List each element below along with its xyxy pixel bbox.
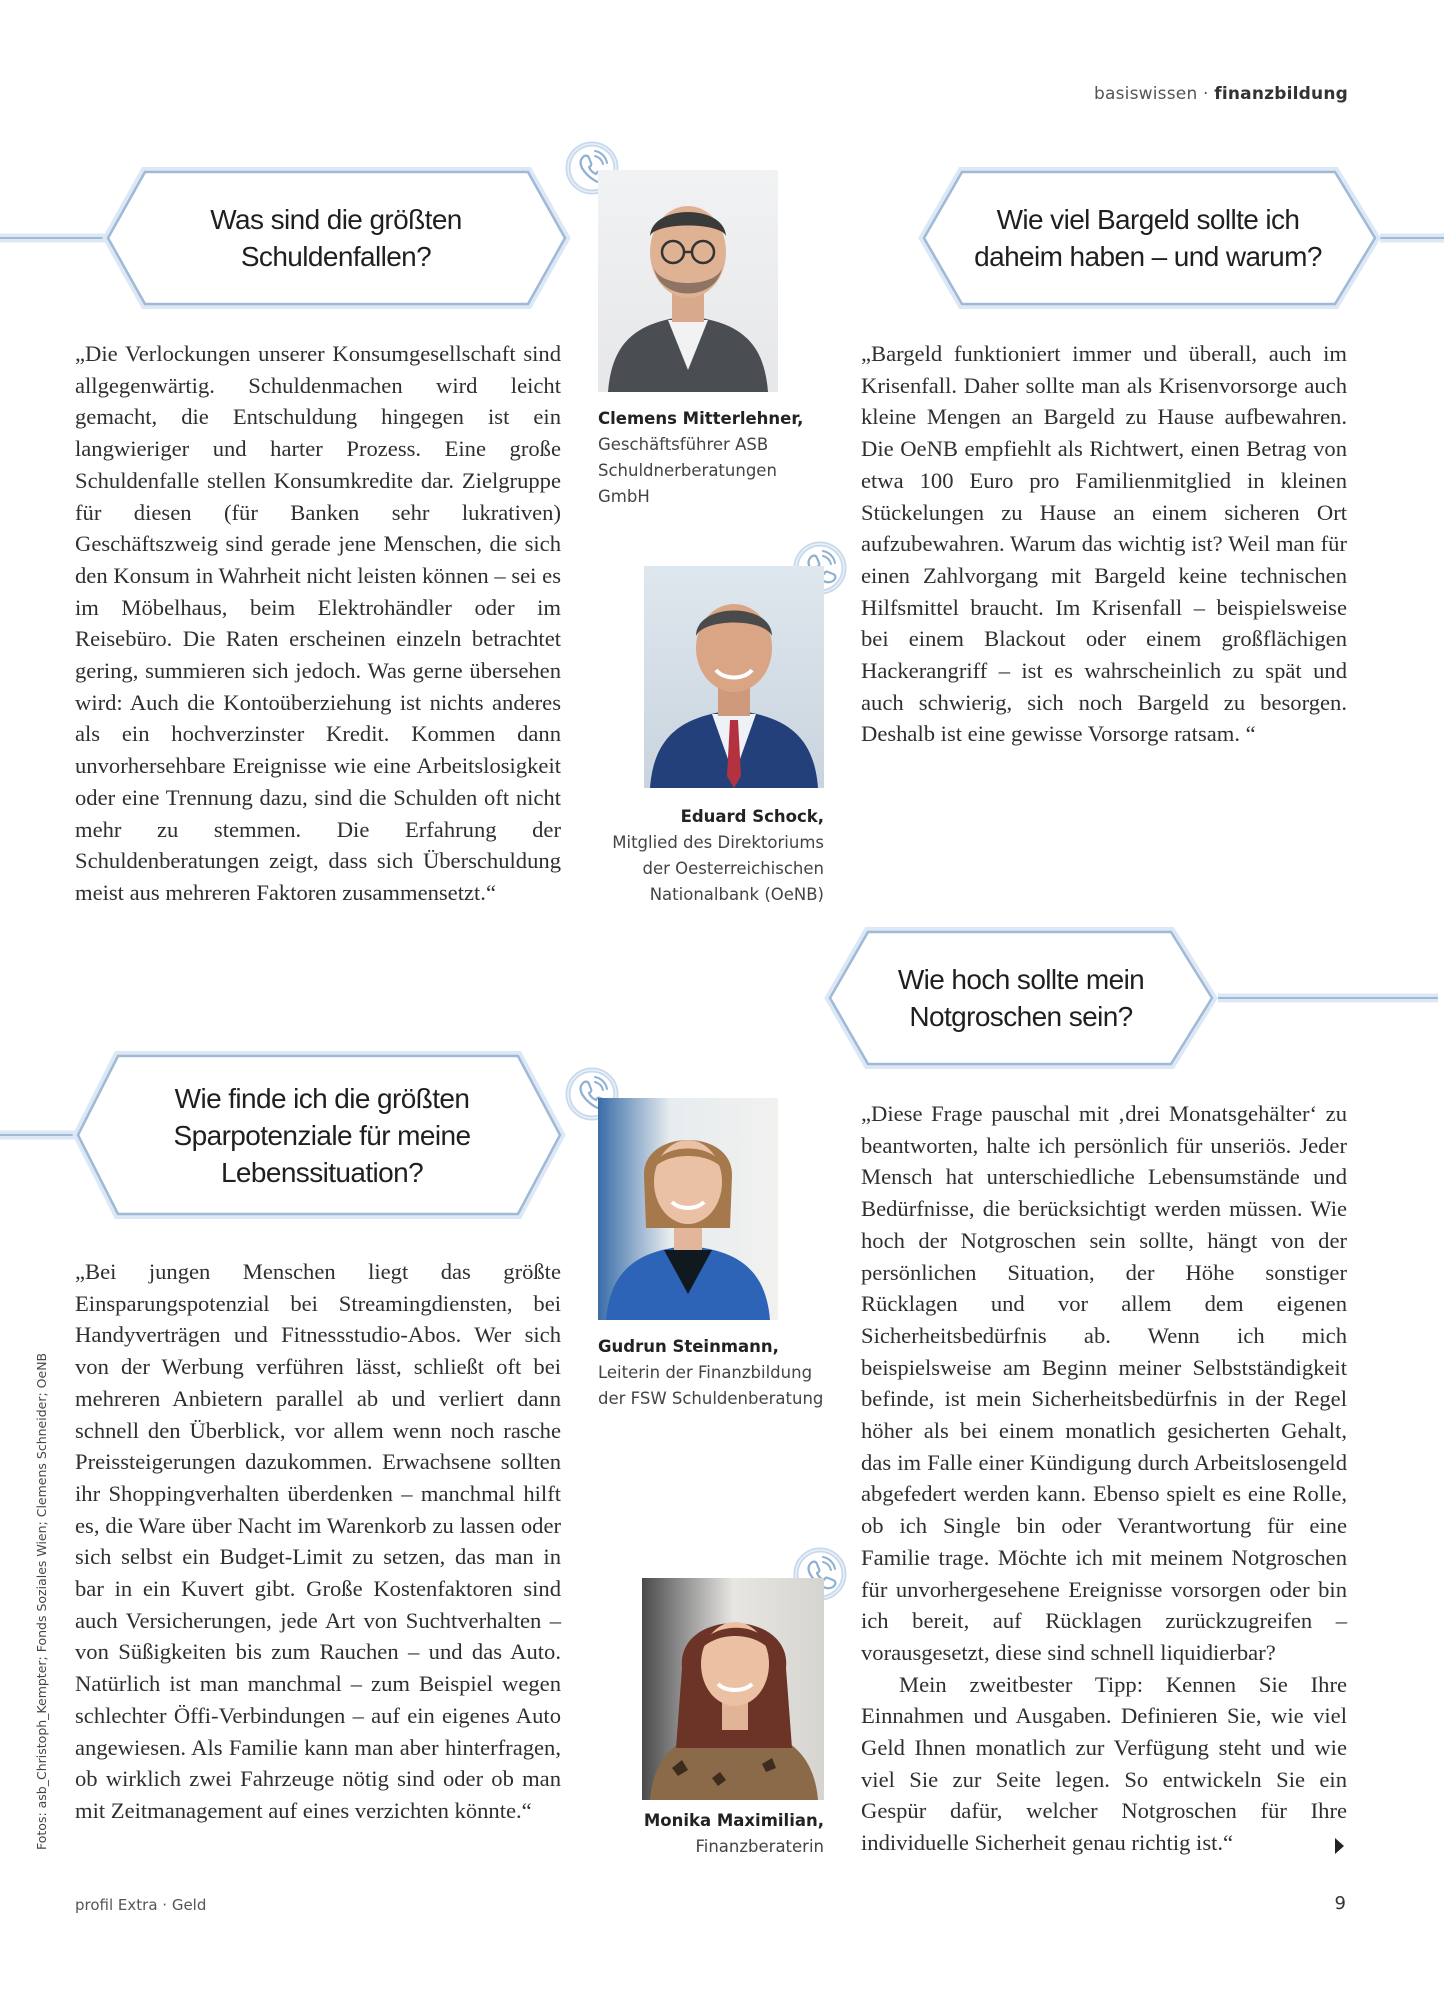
expert-role: Finanzberaterin (695, 1837, 824, 1856)
expert-role: Leiterin der Finanzbildung der FSW Schuldenberatung (598, 1363, 824, 1408)
answer-schuldenfallen: „Die Verlockungen unserer Konsumgesellschaft sind allgegenwärtig. Schuldenmachen wird leicht gemacht, die Entschuldung hingegen ist ein langwieriger und harter Prozess. Eine große Schuldenfalle stellen Konsumkredite dar. Zielgruppe für diesen (für Banken sehr lukrativen) Geschäftszweig sind gerade jene Menschen, die sich den Konsum in Wahrheit nicht leisten können – sei es im Möbelhaus, beim Elektrohändler oder im Reisebüro. Die Raten erscheinen einzeln betrachtet gering, summieren sich jedoch. Was gerne übersehen wird: Auch die Kontoüberziehung ist nichts anderes als ein hochverzinster Kredit. Kommen dann unvorhersehbare Ereignisse wie eine Arbeitslosigkeit oder eine Trennung dazu, sind die Schulden oft nicht mehr zu stemmen. Die Erfahrung der Schuldenberatungen zeigt, dass sich Überschuldung meist aus mehreren Faktoren zusammensetzt.“ (75, 341, 561, 905)
portrait-gudrun-steinmann (598, 1098, 778, 1320)
question-hexagon-notgroschen (826, 928, 1444, 1068)
question-hexagon-sparpotenziale (0, 1052, 570, 1218)
caption-monika-maximilian (584, 1808, 824, 1860)
portrait-eduard-schock (644, 566, 824, 788)
photo-credit: Fotos: asb_Christoph_Kempter; Fonds Soziales Wien; Clemens Schneider; OeNB (34, 1352, 49, 1850)
triangle-right-icon (1335, 1838, 1344, 1854)
section-label: basiswissen (1094, 84, 1198, 104)
question-text: Wie viel Bargeld sollte ich daheim haben – und warum? (974, 204, 1322, 272)
expert-name: Eduard Schock, (680, 807, 824, 826)
question-text: Wie finde ich die größten Sparpotenziale für meine Lebenssituation? (173, 1082, 471, 1188)
question-text: Wie hoch sollte mein Notgroschen sein? (897, 964, 1145, 1032)
portrait-monika-maximilian (642, 1578, 824, 1800)
question-text: Was sind die größten Schuldenfallen? (210, 204, 462, 272)
caption-clemens-mitterlehner (598, 406, 828, 510)
answer-bargeld: „Bargeld funktioniert immer und überall, auch im Krisenfall. Daher sollte man als Krisenvorsorge auch kleine Mengen an Bargeld zu Hause aufbewahren. Die OeNB empfiehlt als Richtwert, einen Betrag von etwa 100 Euro pro Familienmitglied in kleinen Stückelungen zu Hause an einem sicheren Ort aufzubewahren. Warum das wichtig ist? Weil man für einen Zahlvorgang mit Bargeld keine technischen Hilfsmittel braucht. Im Krisenfall – beispielsweise bei einem Blackout oder einem großflächigen Hackerangriff – ist es wahrscheinlich zu spät und auch schwierig, sich noch Bargeld zu besorgen. Deshalb ist eine gewisse Vorsorge ratsam. “ (861, 341, 1347, 747)
page-number: 9 (1334, 1893, 1346, 1914)
expert-name: Clemens Mitterlehner, (598, 409, 804, 428)
expert-name: Monika Maximilian, (643, 1811, 824, 1830)
question-hexagon-bargeld (920, 168, 1444, 308)
expert-name: Gudrun Steinmann, (598, 1337, 779, 1356)
expert-role: Geschäftsführer ASB Schuldnerberatungen GmbH (598, 435, 777, 506)
answer-notgroschen: „Diese Frage pauschal mit ‚drei Monatsgehälter‘ zu beantworten, halte ich persönlich für unseriös. Jeder Mensch hat unterschiedliche Lebensumstände und Bedürfnisse, die berücksichtigt werden müssen. Wie hoch der Notgroschen sein sollte, hängt von der persönlichen Situation, der Höhe sonstiger Rücklagen und vor allem dem eigenen Sicherheitsbedürfnis ab. Wenn ich mich beispielsweise am Beginn meiner Selbstständigkeit befinde, ist mein Sicherheitsbedürfnis in der Regel höher als bei einem monatlich gesicherten Gehalt, das im Falle einer Kündigung durch Arbeitslosengeld abgefedert werden kann. Ebenso spielt es eine Rolle, ob ich Single bin oder Verantwortung für eine Familie trage. Möchte ich mit meinem Notgroschen für unvorhergesehene Ereignisse vorsorgen oder bin ich bereit, auf Rücklagen zurückzugreifen – vorausgesetzt, diese sind schnell liquidierbar? Mein zweitbester Tipp: Kennen Sie Ihre Einnahmen und Ausgaben. Definieren Sie, wie viel Geld Ihnen monatlich zur Verfügung steht und wie viel Sie zur Seite legen. So entwickeln Sie ein Gespür dafür, welcher Notgroschen für Ihre individuelle Sicherheit genau richtig ist.“ (861, 1101, 1347, 1856)
caption-eduard-schock (584, 804, 824, 908)
topic-label: finanzbildung (1214, 84, 1348, 104)
portrait-clemens-mitterlehner (598, 170, 778, 392)
question-hexagon-schuldenfallen (0, 168, 570, 308)
answer-sparpotenziale: „Bei jungen Menschen liegt das größte Einsparungspotenzial bei Streamingdiensten, bei Handyverträgen und Fitnessstudio-Abos. Wer sich von der Werbung verführen lässt, schließt oft bei mehreren Anbietern parallel ab und verliert dann schnell den Überblick, vor allem wenn noch rasche Preissteigerungen dazukommen. Erwachsene sollten ihr Shoppingverhalten überdenken – manchmal hilft es, die Ware über Nacht im Warenkorb zu lassen oder sich selbst ein Budget-Limit zu setzen, das man in bar in ein Kuvert gibt. Große Kostenfaktoren sind auch Versicherungen, jede Art von Suchtverhalten – von Süßigkeiten bis zum Rauchen – und das Auto. Natürlich ist man manchmal – zum Beispiel wegen schlechter Öffi-Verbindungen – auf ein eigenes Auto angewiesen. Als Familie kann man aber hinterfragen, ob wirklich zwei Fahrzeuge nötig sind oder ob man mit Zeitmanagement auf eines verzichten könnte.“ (75, 1259, 561, 1823)
caption-gudrun-steinmann (598, 1334, 838, 1412)
section-header: basiswissen · finanzbildung (1094, 84, 1348, 104)
expert-role: Mitglied des Direktoriums der Oesterreichischen Nationalbank (OeNB) (612, 833, 824, 904)
footer-publication: profil Extra · Geld (75, 1896, 207, 1914)
